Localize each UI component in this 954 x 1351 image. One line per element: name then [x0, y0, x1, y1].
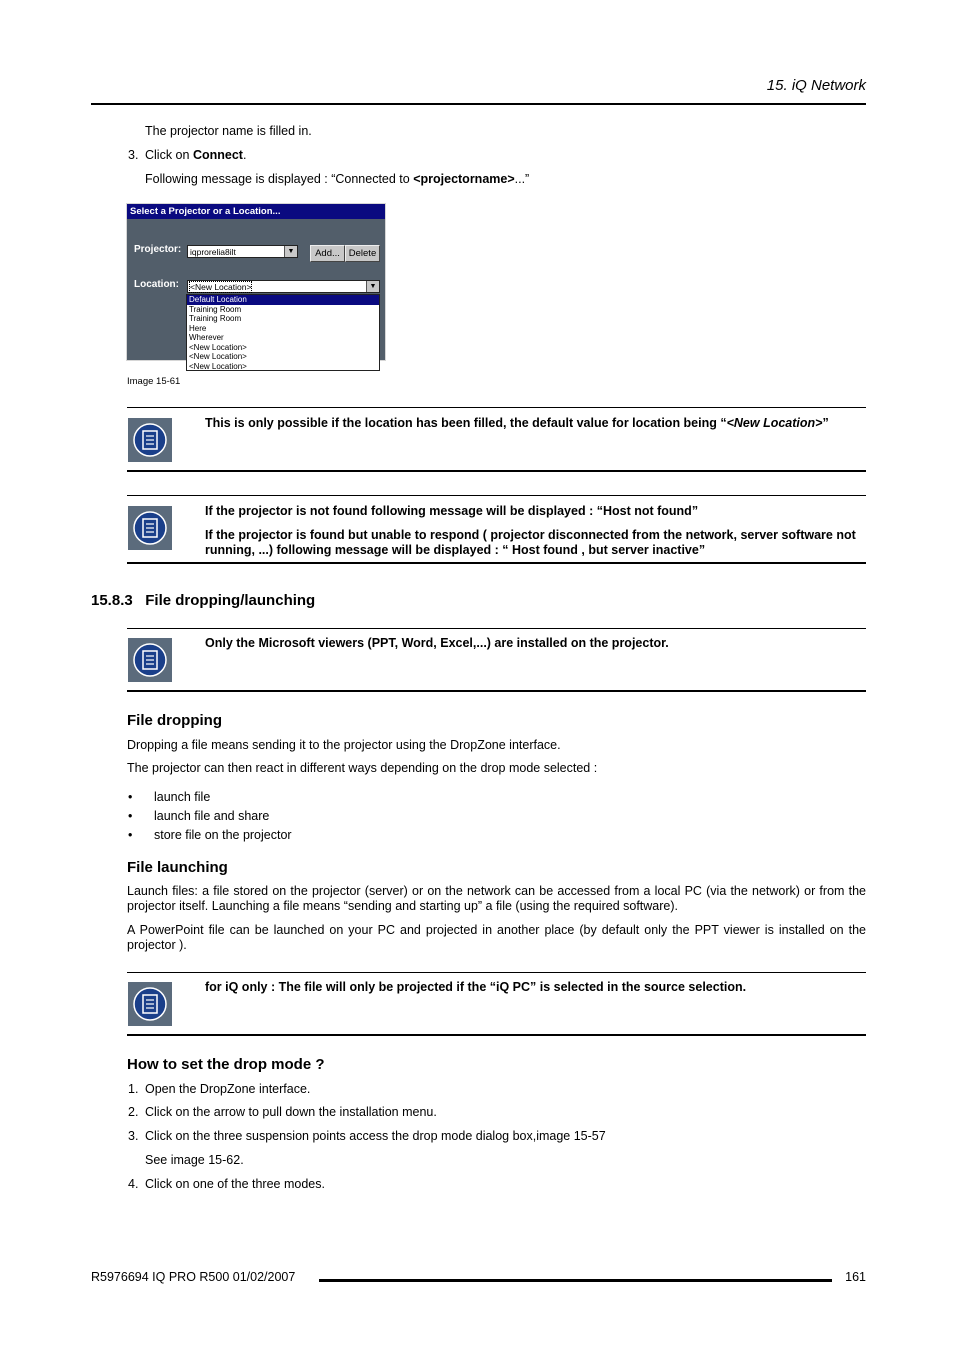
paragraph: The projector can then react in different ways depending on the drop mode selected :	[127, 761, 598, 775]
drop-mode-heading: How to set the drop mode ?	[127, 1056, 325, 1073]
image-caption: Image 15-61	[127, 376, 181, 387]
section-heading: 15.8.3 File dropping/launching	[91, 592, 316, 609]
note-text: If the projector is not found following message will be displayed : “Host not found”	[205, 504, 699, 518]
footer-rule	[319, 1279, 832, 1282]
delete-button[interactable]: Delete	[345, 245, 380, 262]
note-divider	[127, 495, 866, 496]
projector-label: Projector:	[134, 244, 182, 255]
step-number: 3.	[128, 1129, 139, 1143]
location-label: Location:	[134, 279, 179, 290]
location-select[interactable]: <New Location> ▼	[187, 280, 380, 293]
step-text: Click on one of the three modes.	[145, 1177, 325, 1191]
note-text: If the projector is found but unable to respond ( projector disconnected from the network, server software not running, ...) following message will be displayed : “ Host found , but server inactive”	[205, 528, 856, 557]
bullet-item: • launch file	[128, 790, 211, 804]
note-divider	[127, 470, 866, 472]
chevron-down-icon[interactable]: ▼	[366, 281, 379, 292]
file-launching-heading: File launching	[127, 859, 228, 876]
paragraph: Launch files: a file stored on the projector (server) or on the network can be accessed from a local PC (via the network) or from the projector itself. Launching a file means “sending and starting up” a file (using the required software).	[127, 884, 866, 913]
header-rule	[91, 103, 866, 105]
note-icon	[128, 506, 172, 550]
note-divider	[127, 972, 866, 973]
note-divider	[127, 562, 866, 564]
connected-message: Following message is displayed : “Connected to <projectorname>...”	[145, 172, 530, 186]
paragraph: A PowerPoint file can be launched on your PC and projected in another place (by default only the PPT viewer is installed on the projector ).	[127, 923, 866, 952]
bullet-item: • launch file and share	[128, 809, 270, 823]
note-divider	[127, 1034, 866, 1036]
note-icon	[128, 982, 172, 1026]
note-divider	[127, 407, 866, 408]
step3-text: Click on Connect.	[145, 148, 247, 162]
step-number: 2.	[128, 1105, 139, 1119]
add-button[interactable]: Add...	[310, 245, 345, 262]
filled-text: The projector name is filled in.	[145, 124, 312, 138]
chapter-title: 15. iQ Network	[766, 77, 866, 94]
note-text: for iQ only : The file will only be projected if the “iQ PC” is selected in the source selection.	[205, 980, 747, 994]
chevron-down-icon[interactable]: ▼	[284, 246, 297, 257]
list-item[interactable]: Training Room	[189, 304, 242, 314]
note-divider	[127, 628, 866, 629]
list-item[interactable]: Here	[189, 323, 207, 333]
step-number: 1.	[128, 1082, 139, 1096]
step-text: Click on the three suspension points access the drop mode dialog box,image 15-57	[145, 1129, 606, 1143]
see-image-text: See image 15-62.	[145, 1153, 244, 1167]
step-number: 4.	[128, 1177, 139, 1191]
step3-num: 3.	[128, 148, 139, 162]
dialog-title: Select a Projector or a Location...	[127, 204, 385, 219]
note-icon	[128, 638, 172, 682]
step-text: Open the DropZone interface.	[145, 1082, 311, 1096]
bullet-item: • store file on the projector	[128, 828, 292, 842]
note-icon	[128, 418, 172, 462]
list-item[interactable]: Training Room	[189, 314, 242, 323]
location-dropdown-list[interactable]	[186, 294, 380, 371]
list-item[interactable]: <New Location>	[189, 361, 247, 371]
file-dropping-heading: File dropping	[127, 712, 222, 729]
list-item[interactable]: <New Location>	[189, 352, 247, 361]
note-text: Only the Microsoft viewers (PPT, Word, Excel,...) are installed on the projector.	[205, 636, 669, 650]
page-number: 161	[845, 1270, 866, 1284]
note-divider	[127, 690, 866, 692]
list-item[interactable]: Wherever	[189, 333, 224, 342]
paragraph: Dropping a file means sending it to the projector using the DropZone interface.	[127, 738, 561, 752]
step-text: Click on the arrow to pull down the installation menu.	[145, 1105, 437, 1119]
footer-doc-id: R5976694 IQ PRO R500 01/02/2007	[91, 1270, 296, 1284]
list-item[interactable]: Default Location	[187, 295, 379, 305]
note-text: This is only possible if the location has been filled, the default value for location being “<New Location>”	[205, 416, 829, 430]
list-item[interactable]: <New Location>	[189, 342, 247, 352]
projector-select[interactable]: iqprorelia8ilt ▼	[187, 245, 298, 258]
